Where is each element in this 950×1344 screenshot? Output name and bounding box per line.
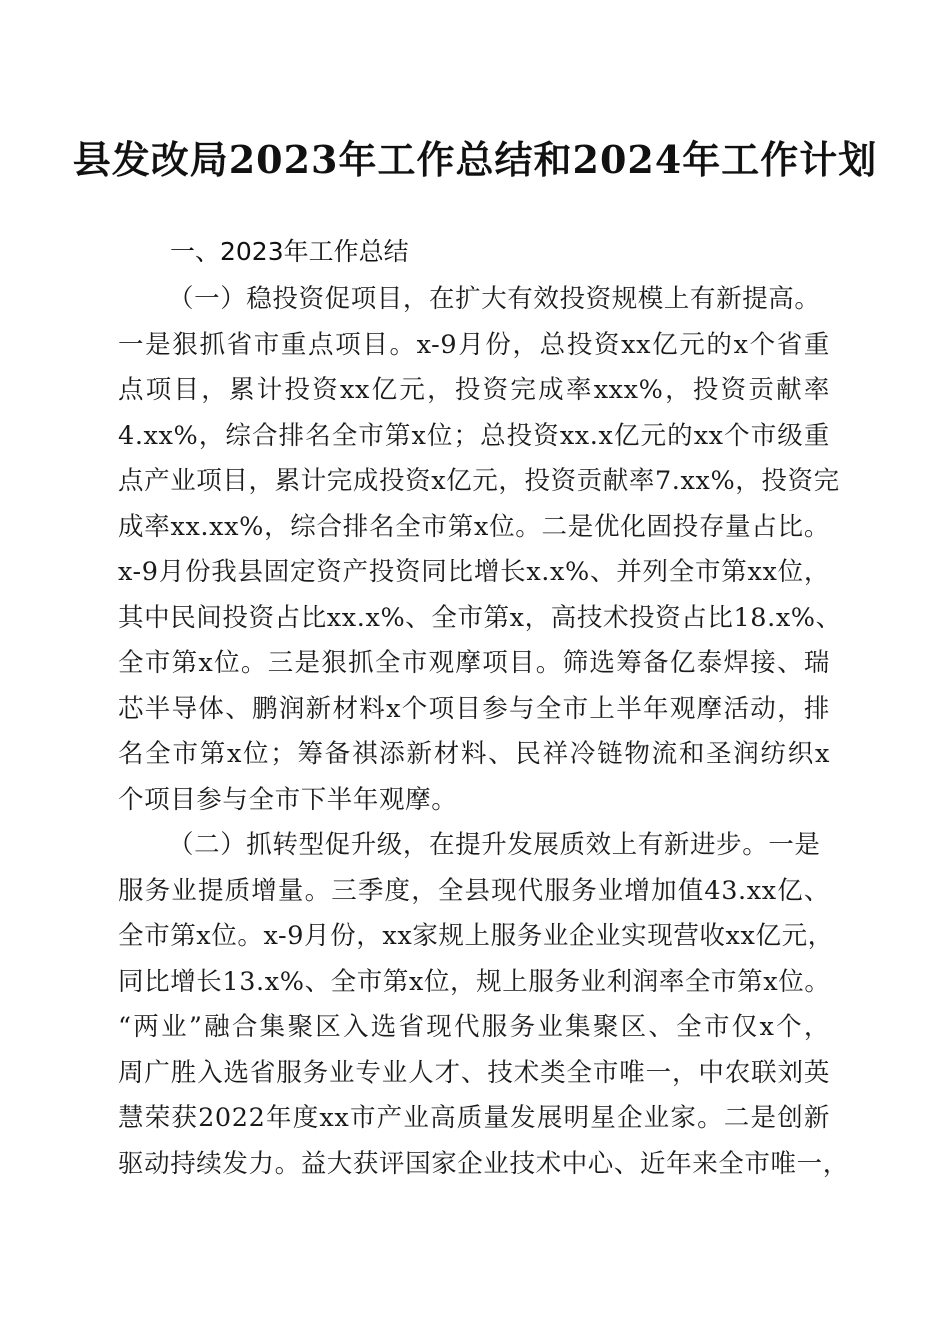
paragraph-1-line: 全市第x位。三是狠抓全市观摩项目。筛选筹备亿泰焊接、瑞 [118, 648, 830, 678]
paragraph-2-heading-tail: 一是 [768, 830, 821, 860]
paragraph-1-line: 4.xx%，综合排名全市第x位；总投资xx.x亿元的xx个市级重 [118, 420, 830, 451]
paragraph-1-line: x-9月份我县固定资产投资同比增长x.x%、并列全市第xx位， [118, 557, 830, 587]
paragraph-1-heading-line [118, 277, 830, 323]
paragraph-1-line: 其中民间投资占比xx.x%、全市第x，高技术投资占比18.x%、 [118, 602, 842, 633]
paragraph-2-line: 全市第x位。x-9月份，xx家规上服务业企业实现营收xx亿元， [118, 921, 834, 951]
paragraph-2-line: “两业”融合集聚区入选省现代服务业集聚区、全市仅x个， [118, 1012, 830, 1042]
paragraph-1-line: 一是狠抓省市重点项目。x-9月份，总投资xx亿元的x个省重 [118, 329, 830, 360]
paragraph-1-line: 芯半导体、鹏润新材料x个项目参与全市上半年观摩活动，排 [118, 693, 830, 724]
paragraph-2-line: 慧荣获2022年度xx市产业高质量发展明星企业家。二是创新 [118, 1103, 830, 1133]
paragraph-1-line: 个项目参与全市下半年观摩。 [118, 784, 458, 815]
paragraph-1-line: 点项目，累计投资xx亿元，投资完成率xxx%，投资贡献率 [118, 375, 830, 405]
paragraph-2-heading-line [118, 823, 830, 869]
section-heading-2023-summary: 一、2023年工作总结 [170, 237, 409, 266]
paragraph-2-line: 周广胜入选省服务业专业人才、技术类全市唯一，中农联刘英 [118, 1057, 830, 1088]
document-title: 县发改局2023年工作总结和2024年工作计划 [72, 137, 878, 182]
paragraph-1-heading: （一）稳投资促项目，在扩大有效投资规模上有新提高。 [168, 284, 821, 314]
document-body [118, 277, 849, 1187]
paragraph-2-line: 同比增长13.x%、全市第x位，规上服务业利润率全市第x位。 [118, 966, 831, 997]
paragraph-1-line: 成率xx.xx%，综合排名全市第x位。二是优化固投存量占比。 [118, 511, 830, 542]
paragraph-1-line: 名全市第x位；筹备祺添新材料、民祥冷链物流和圣润纺织x [118, 739, 830, 769]
paragraph-2-heading: （二）抓转型促升级，在提升发展质效上有新进步。 [168, 830, 769, 860]
paragraph-1-line: 点产业项目，累计完成投资x亿元，投资贡献率7.xx%，投资完 [118, 466, 840, 496]
paragraph-2-line: 驱动持续发力。益大获评国家企业技术中心、近年来全市唯一， [118, 1148, 849, 1179]
paragraph-2-line: 服务业提质增量。三季度，全县现代服务业增加值43.xx亿、 [118, 875, 830, 906]
